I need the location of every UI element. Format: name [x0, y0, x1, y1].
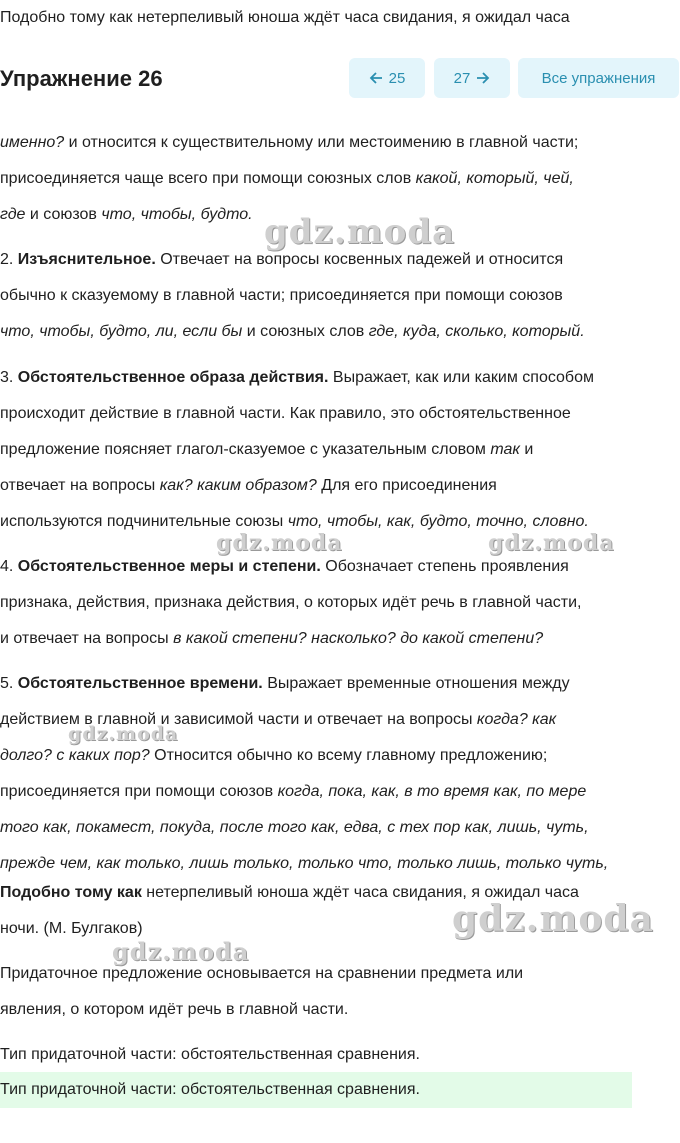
paragraph-4-line-3: и отвечает на вопросы в какой степени? насколько? до какой степени? [0, 630, 544, 647]
paragraph-2-line-2: обычно к сказуемому в главной части; присоединяется при помощи союзов [0, 287, 563, 304]
watermark: gdz.moda [488, 530, 615, 556]
watermark: gdz.moda [452, 898, 654, 940]
paragraph-3-line-4: отвечает на вопросы как? каким образом? Для его присоединения [0, 477, 497, 494]
paragraph-2-line-1: 2. Изъяснительное. Отвечает на вопросы косвенных падежей и относится [0, 251, 564, 268]
watermark: gdz.moda [216, 530, 343, 556]
watermark: gdz.moda [264, 212, 456, 252]
watermark: gdz.moda [68, 723, 179, 745]
explanation-line-2: явления, о котором идёт речь в главной части. [0, 1001, 349, 1018]
all-exercises-label: Все упражнения [541, 69, 656, 87]
paragraph-3-line-3: предложение поясняет глагол-сказуемое с указательным словом так и [0, 441, 534, 458]
paragraph-2-line-3: что, чтобы, будто, ли, если бы и союзных слов где, куда, сколько, который. [0, 323, 585, 340]
arrow-left-icon [369, 71, 383, 85]
arrow-right-icon [476, 71, 490, 85]
watermark: gdz.moda [112, 937, 250, 966]
next-exercise-button[interactable] [434, 58, 510, 98]
paragraph-5-line-5: того как, покамест, покуда, после того как, едва, с тех пор как, лишь, чуть, [0, 819, 589, 836]
paragraph-3-line-1: 3. Обстоятельственное образа действия. Выражает, как или каким способом [0, 369, 594, 386]
paragraph-5-line-4: присоединяется при помощи союзов когда, пока, как, в то время как, по мере [0, 783, 587, 800]
explanation-line-1: Придаточное предложение основывается на сравнении предмета или [0, 965, 524, 982]
prev-exercise-label: 25 [388, 69, 406, 87]
paragraph-1-line-3: где и союзов что, чтобы, будто. [0, 206, 253, 223]
top-text-line: Подобно тому как нетерпеливый юноша ждёт часа свидания, я ожидал часа [0, 9, 570, 26]
next-exercise-label: 27 [453, 69, 471, 87]
paragraph-3-line-2: происходит действие в главной части. Как правило, это обстоятельственное [0, 405, 571, 422]
paragraph-4-line-2: признака, действия, признака действия, о которых идёт речь в главной части, [0, 594, 582, 611]
paragraph-4-line-1: 4. Обстоятельственное меры и степени. Обозначает степень проявления [0, 558, 569, 575]
answer-text: Тип придаточной части: обстоятельственная сравнения. [0, 1046, 420, 1063]
paragraph-1-line-2: присоединяется чаще всего при помощи союзных слов какой, который, чей, [0, 170, 574, 187]
paragraph-5-line-6: прежде чем, как только, лишь только, только что, только лишь, только чуть, [0, 855, 609, 872]
exercise-header [0, 58, 680, 100]
quote-line-2: ночи. (М. Булгаков) [0, 920, 143, 937]
page-title: Упражнение 26 [0, 66, 163, 91]
all-exercises-button[interactable] [518, 58, 679, 98]
paragraph-5-line-2: действием в главной и зависимой части и отвечает на вопросы когда? как [0, 711, 557, 728]
paragraph-1-line-1: именно? и относится к существительному или местоимению в главной части; [0, 134, 579, 151]
prev-exercise-button[interactable] [349, 58, 425, 98]
answer-highlighted-text: Тип придаточной части: обстоятельственная сравнения. [0, 1081, 420, 1098]
paragraph-3-line-5: используются подчинительные союзы что, чтобы, как, будто, точно, словно. [0, 513, 589, 530]
quote-line-1: Подобно тому как нетерпеливый юноша ждёт часа свидания, я ожидал часа [0, 884, 579, 901]
paragraph-5-line-3: долго? с каких пор? Относится обычно ко всему главному предложению; [0, 747, 548, 764]
paragraph-5-line-1: 5. Обстоятельственное времени. Выражает временные отношения между [0, 675, 570, 692]
